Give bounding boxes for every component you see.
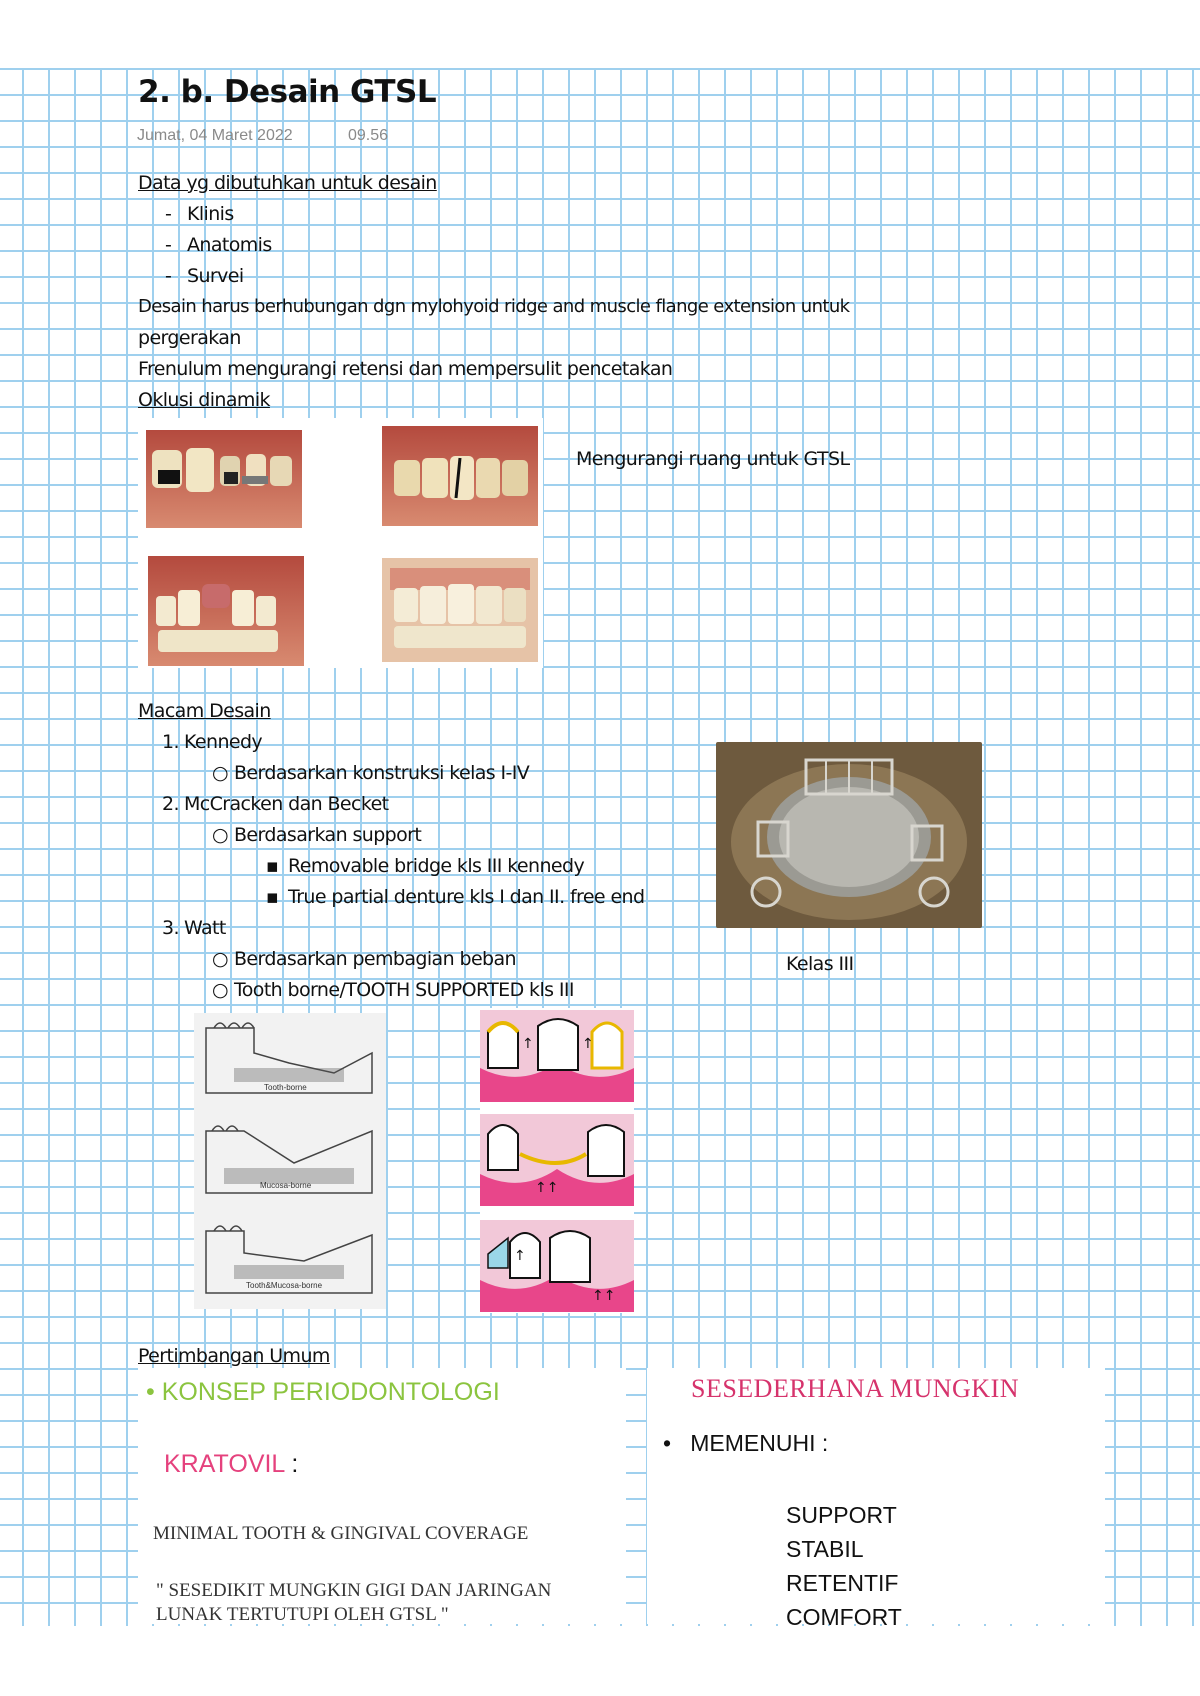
paragraph-line: Frenulum mengurangi retensi dan mempersulit pencetakan bbox=[138, 358, 673, 380]
sub-item-label: Berdasarkan pembagian beban bbox=[234, 948, 516, 970]
list-item-label: Watt bbox=[184, 917, 226, 939]
dash-marker: - bbox=[165, 203, 172, 225]
page-title: 2. b. Desain GTSL bbox=[138, 74, 437, 110]
data-item-label: Klinis bbox=[187, 203, 234, 225]
square-bullet-icon: ▪ bbox=[266, 886, 279, 908]
list-item-kennedy bbox=[162, 731, 262, 753]
kelas-iii-caption: Kelas III bbox=[786, 953, 854, 975]
circle-bullet-icon: ○ bbox=[212, 979, 228, 1001]
kratovil-colon: : bbox=[284, 1450, 299, 1478]
memenuhi-line bbox=[663, 1430, 828, 1457]
list-item-watt bbox=[162, 917, 226, 939]
minimal-coverage-text: MINIMAL TOOTH & GINGIVAL COVERAGE bbox=[153, 1523, 529, 1544]
requirement-support: SUPPORT bbox=[786, 1502, 897, 1528]
konsep-heading bbox=[146, 1378, 500, 1407]
list-number: 1. bbox=[162, 731, 179, 753]
bullet-icon: • bbox=[663, 1430, 672, 1456]
list-number: 2. bbox=[162, 793, 179, 815]
ridge-diagrams bbox=[194, 1013, 386, 1309]
circle-bullet-icon: ○ bbox=[212, 948, 228, 970]
occlusion-photos bbox=[138, 418, 543, 668]
list-number: 3. bbox=[162, 917, 179, 939]
quote-line-2: LUNAK TERTUTUPI OLEH GTSL " bbox=[156, 1604, 449, 1625]
list-item-label: Kennedy bbox=[184, 731, 263, 753]
support-diagrams bbox=[480, 1008, 634, 1313]
square-bullet-icon: ▪ bbox=[266, 855, 279, 877]
note-date: Jumat, 04 Maret 2022 bbox=[137, 127, 293, 144]
support-diagram-panel bbox=[480, 1008, 634, 1313]
circle-bullet-icon: ○ bbox=[212, 762, 228, 784]
requirements-list bbox=[786, 1498, 902, 1634]
pertimbangan-heading: Pertimbangan Umum bbox=[138, 1345, 330, 1367]
oklusi-heading: Oklusi dinamik bbox=[138, 389, 270, 411]
diagram-label: Tooth&Mucosa-borne bbox=[246, 1281, 323, 1290]
occlusion-photo-collage bbox=[138, 418, 543, 668]
paragraph-line: Desain harus berhubungan dgn mylohyoid ridge and muscle flange extension untuk bbox=[138, 296, 850, 317]
list-item-label: McCracken dan Becket bbox=[184, 793, 389, 815]
sesederhana-heading: SESEDERHANA MUNGKIN bbox=[691, 1374, 1020, 1403]
svg-text:↑↑: ↑↑ bbox=[535, 1180, 559, 1196]
oklusi-note: Mengurangi ruang untuk GTSL bbox=[576, 448, 850, 470]
data-heading: Data yg dibutuhkan untuk desain bbox=[138, 172, 437, 194]
sub-item-label: Tooth borne/TOOTH SUPPORTED kls III bbox=[234, 979, 574, 1001]
svg-text:↑↑: ↑↑ bbox=[592, 1288, 616, 1304]
sub-item bbox=[212, 762, 529, 784]
data-item-survei bbox=[165, 265, 244, 287]
sesederhana-slide bbox=[647, 1368, 1105, 1630]
sub-sub-item bbox=[266, 855, 584, 877]
sub-sub-item-label: True partial denture kls I dan II. free end bbox=[288, 886, 645, 908]
sub-item-label: Berdasarkan konstruksi kelas I-IV bbox=[234, 762, 530, 784]
konsep-heading-text: KONSEP PERIODONTOLOGI bbox=[161, 1378, 500, 1406]
diagram-label: Tooth-borne bbox=[264, 1083, 307, 1092]
konsep-periodontologi-slide bbox=[138, 1368, 626, 1624]
kelas-iii-denture-photo bbox=[716, 742, 982, 928]
data-item-label: Survei bbox=[187, 265, 244, 287]
list-item-mccracken bbox=[162, 793, 389, 815]
bullet-icon: • bbox=[146, 1378, 155, 1406]
memenuhi-label: MEMENUHI : bbox=[690, 1430, 829, 1456]
macam-heading: Macam Desain bbox=[138, 700, 271, 722]
sub-item-label: Berdasarkan support bbox=[234, 824, 422, 846]
data-item-label: Anatomis bbox=[187, 234, 272, 256]
quote-line-1: " SESEDIKIT MUNGKIN GIGI DAN JARINGAN bbox=[156, 1580, 552, 1601]
ridge-diagram-panel bbox=[194, 1013, 386, 1309]
requirement-comfort: COMFORT bbox=[786, 1604, 902, 1630]
dash-marker: - bbox=[165, 234, 172, 256]
requirement-retentif: RETENTIF bbox=[786, 1570, 899, 1596]
sub-item bbox=[212, 948, 516, 970]
svg-text:↑: ↑ bbox=[582, 1036, 594, 1052]
svg-text:↑: ↑ bbox=[522, 1036, 534, 1052]
sub-sub-item bbox=[266, 886, 644, 908]
requirement-stabil: STABIL bbox=[786, 1536, 864, 1562]
data-item-anatomis bbox=[165, 234, 272, 256]
paragraph-line: pergerakan bbox=[138, 327, 241, 349]
note-time: 09.56 bbox=[348, 127, 389, 144]
circle-bullet-icon: ○ bbox=[212, 824, 228, 846]
sub-item bbox=[212, 824, 421, 846]
kratovil-line bbox=[164, 1450, 298, 1479]
svg-text:↑: ↑ bbox=[514, 1248, 526, 1264]
kratovil-label: KRATOVIL bbox=[164, 1450, 285, 1478]
sub-item bbox=[212, 979, 574, 1001]
sub-sub-item-label: Removable bridge kls III kennedy bbox=[288, 855, 585, 877]
diagram-label: Mucosa-borne bbox=[260, 1181, 312, 1190]
dash-marker: - bbox=[165, 265, 172, 287]
data-item-klinis bbox=[165, 203, 234, 225]
